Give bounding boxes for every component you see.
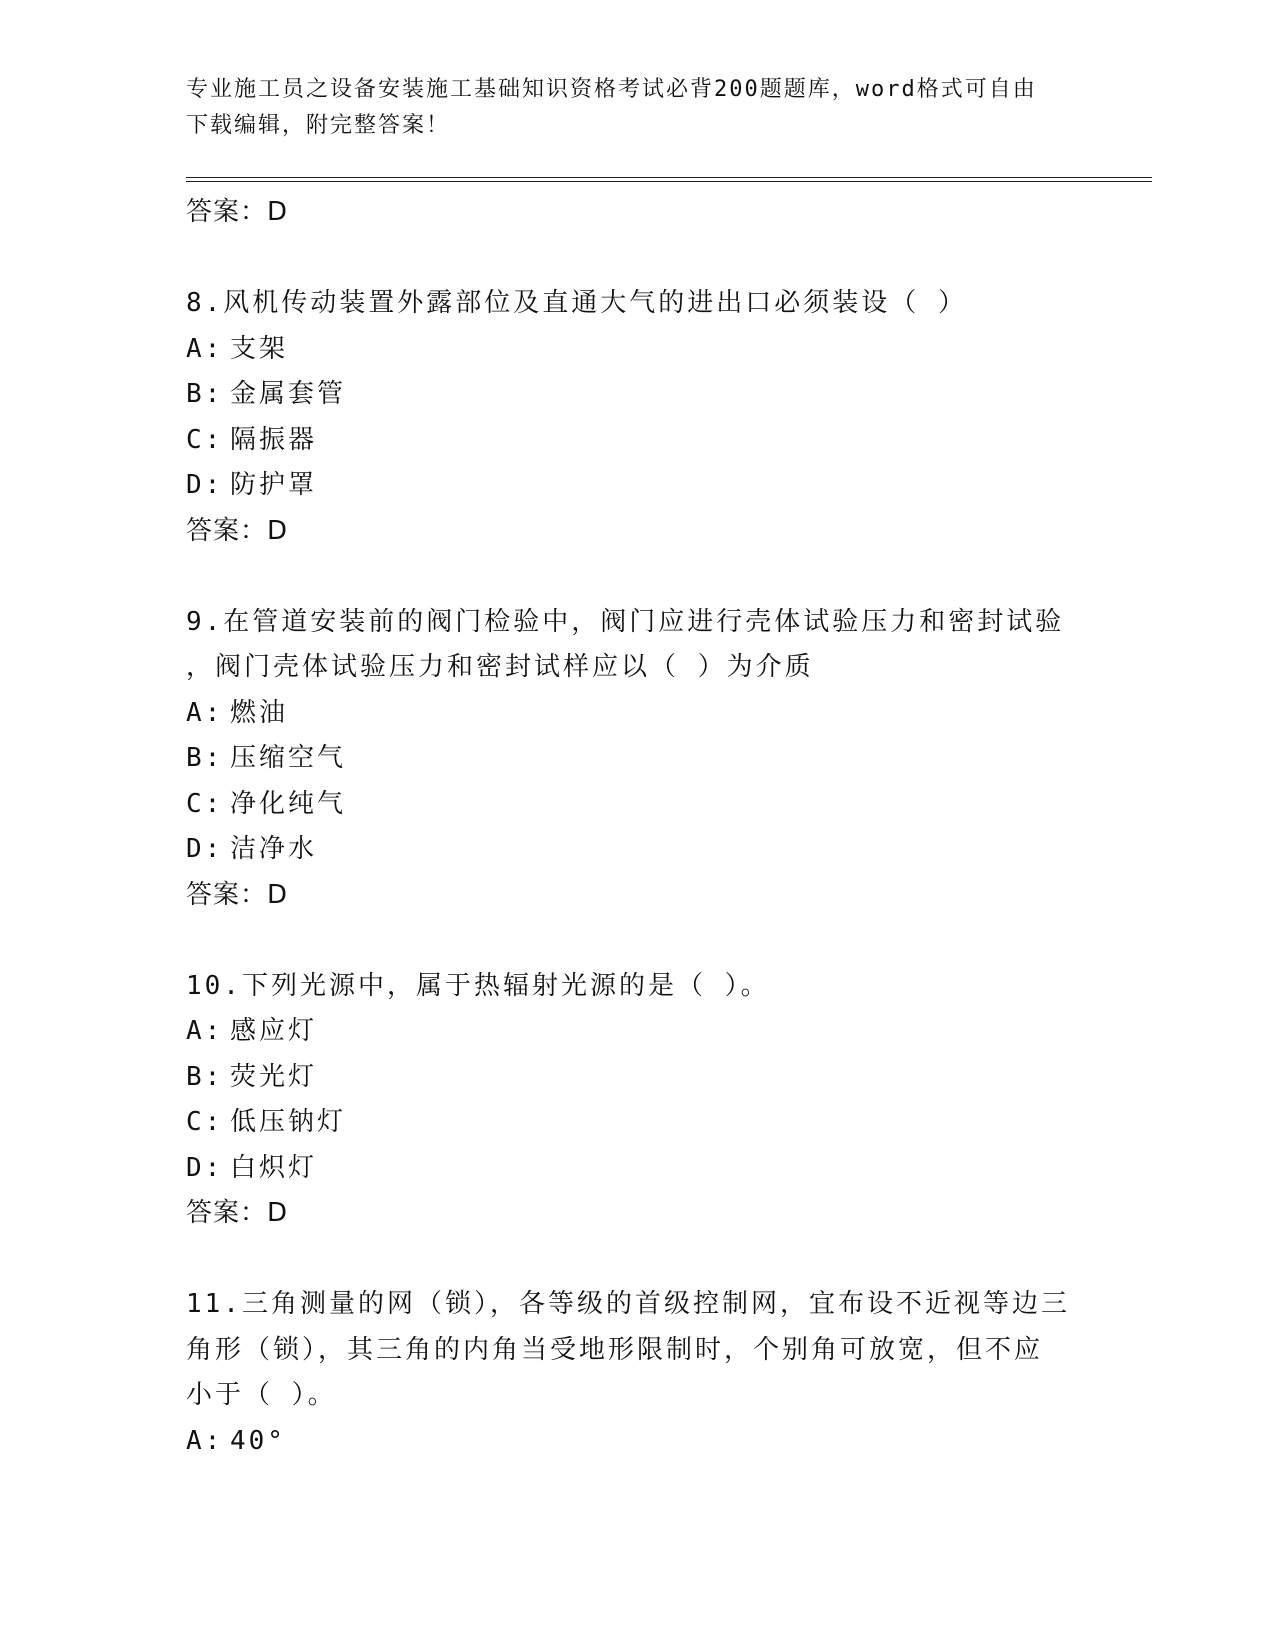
option-label: C: — [186, 1107, 224, 1137]
question-text: 9.在管道安装前的阀门检验中，阀门应进行壳体试验压力和密封试验 — [186, 606, 1065, 637]
option-text: 支架 — [230, 333, 289, 364]
option-text: 洁净水 — [230, 834, 318, 864]
option-label: C: — [186, 788, 224, 819]
option-text: 净化纯气 — [230, 788, 347, 819]
question-text-continued: 小于（ ）。 — [186, 1380, 337, 1410]
option-b — [186, 1055, 1086, 1101]
option-a — [186, 691, 1086, 737]
option-b — [186, 736, 1086, 782]
option-label: B: — [186, 379, 224, 409]
question-text: 10.下列光源中，属于热辐射光源的是（ ）。 — [186, 970, 770, 1001]
option-text: 低压钠灯 — [230, 1107, 347, 1137]
answer-line: 答案：D — [186, 1198, 289, 1228]
question-block — [186, 281, 1086, 554]
answer-line: 答案：D — [186, 515, 289, 546]
question-block — [186, 1282, 1086, 1464]
header-divider — [186, 177, 1152, 182]
option-text: 隔振器 — [230, 424, 318, 455]
option-label: D: — [186, 470, 224, 500]
option-text: 燃油 — [230, 697, 289, 728]
question-text-continued: ，阀门壳体试验压力和密封试样应以（ ）为介质 — [186, 652, 814, 682]
question-text: 8.风机传动装置外露部位及直通大气的进出口必须装设（ ） — [186, 288, 967, 318]
question-block — [186, 600, 1086, 919]
spacer — [186, 236, 1086, 282]
option-b — [186, 372, 1086, 418]
option-label: B: — [186, 1061, 224, 1092]
option-label: A: — [186, 1016, 224, 1046]
option-c — [186, 782, 1086, 828]
question-list — [186, 190, 1086, 1464]
option-text: 感应灯 — [230, 1016, 318, 1046]
spacer — [186, 918, 1086, 964]
option-label: A: — [186, 333, 224, 364]
option-text: 40° — [230, 1425, 286, 1456]
question-text: 11.三角测量的网（锁），各等级的首级控制网，宜布设不近视等边三 — [186, 1289, 1070, 1319]
spacer — [186, 1237, 1086, 1283]
option-label: C: — [186, 424, 224, 455]
option-d — [186, 463, 1086, 509]
question-text-continued: 角形（锁），其三角的内角当受地形限制时，个别角可放宽，但不应 — [186, 1334, 1044, 1365]
question-block — [186, 964, 1086, 1237]
option-label: B: — [186, 743, 224, 773]
option-text: 防护罩 — [230, 470, 318, 500]
option-d — [186, 1146, 1086, 1192]
option-text: 白炽灯 — [230, 1152, 318, 1183]
option-label: A: — [186, 697, 224, 728]
answer-line: 答案：D — [186, 879, 289, 910]
option-text: 荧光灯 — [230, 1061, 318, 1092]
option-c — [186, 418, 1086, 464]
option-text: 压缩空气 — [230, 743, 347, 773]
spacer — [186, 554, 1086, 600]
option-a — [186, 1009, 1086, 1055]
header-title-line-2: 下载编辑，附完整答案！ — [186, 113, 451, 138]
option-d — [186, 827, 1086, 873]
answer-line: 答案：D — [186, 197, 289, 227]
option-text: 金属套管 — [230, 379, 347, 409]
option-label: A: — [186, 1425, 224, 1456]
header-title-line-1: 专业施工员之设备安装施工基础知识资格考试必背200题题库，word格式可自由 — [186, 77, 1037, 102]
option-a — [186, 327, 1086, 373]
document-header — [186, 72, 1086, 144]
option-label: D: — [186, 834, 224, 864]
option-a — [186, 1419, 1086, 1465]
option-c — [186, 1100, 1086, 1146]
option-label: D: — [186, 1152, 224, 1183]
